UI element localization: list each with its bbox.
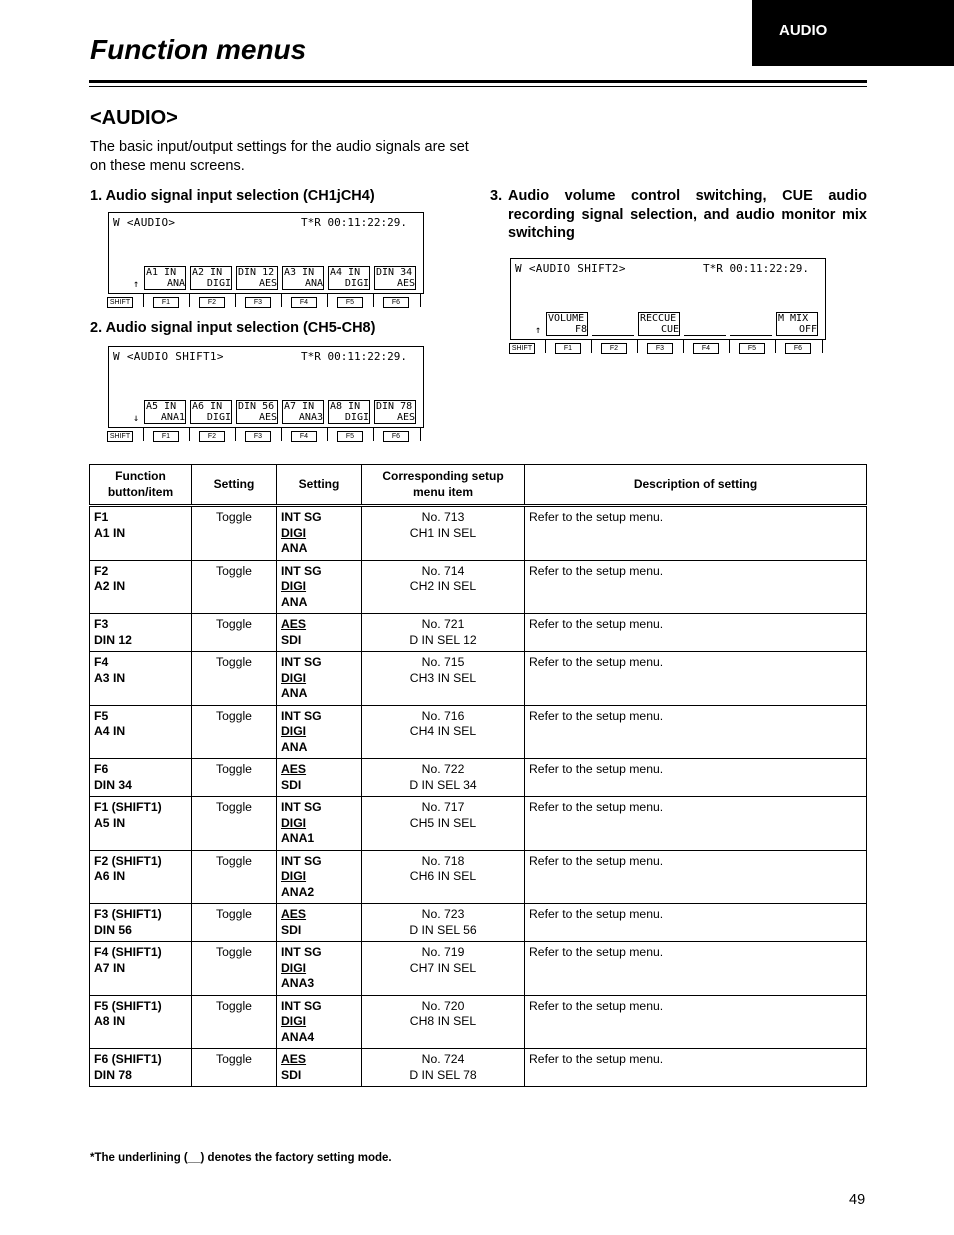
menu-item-line: D IN SEL 12 bbox=[409, 632, 477, 647]
table-row bbox=[90, 705, 867, 759]
screen-cell: A3 IN ANA bbox=[284, 267, 323, 289]
settings-table bbox=[89, 464, 867, 1087]
cell-setting: Toggle bbox=[192, 797, 277, 851]
screen-cell: DIN 78 AES bbox=[376, 401, 415, 423]
arrow-icon: ↑ bbox=[133, 279, 140, 290]
cell-menu-item bbox=[362, 652, 525, 706]
menu-item-line: No. 720 bbox=[421, 998, 465, 1013]
screen-timecode: T*R 00:11:22:29. bbox=[703, 262, 809, 275]
menu-item-line: CH6 IN SEL bbox=[409, 869, 477, 883]
cell-function bbox=[90, 560, 192, 614]
table-row bbox=[90, 995, 867, 1049]
cell-description: Refer to the setup menu. bbox=[525, 942, 867, 996]
section-tab-label: AUDIO bbox=[779, 22, 828, 39]
section-tab bbox=[752, 0, 954, 66]
cell-setting: Toggle bbox=[192, 652, 277, 706]
option: SDI bbox=[281, 632, 302, 647]
menu-item-line: D IN SEL 56 bbox=[409, 922, 477, 937]
f4-key: F4 bbox=[291, 431, 317, 442]
table-row bbox=[90, 759, 867, 797]
menu-screen-audio bbox=[108, 212, 424, 294]
function-line: A1 IN bbox=[94, 525, 126, 540]
function-line: F6 (SHIFT1) bbox=[94, 1052, 162, 1066]
table-row bbox=[90, 614, 867, 652]
f3-key: F3 bbox=[245, 297, 271, 308]
screen-header: W <AUDIO SHIFT1> bbox=[113, 350, 224, 363]
menu-item-line: CH1 IN SEL bbox=[409, 525, 477, 540]
screen-cells bbox=[143, 400, 419, 424]
menu-item-line: No. 721 bbox=[421, 617, 465, 631]
cell-setting-options bbox=[277, 942, 362, 996]
screen-cell bbox=[729, 312, 773, 336]
header-function: Function button/item bbox=[90, 465, 192, 506]
screen-cell: DIN 12 AES bbox=[238, 267, 277, 289]
f6-key: F6 bbox=[383, 431, 409, 442]
section-heading: <AUDIO> bbox=[90, 107, 178, 129]
table-row bbox=[90, 1049, 867, 1087]
table-row bbox=[90, 850, 867, 904]
menu-item-line: No. 714 bbox=[421, 563, 465, 578]
cell-setting-options bbox=[277, 797, 362, 851]
option: ANA bbox=[281, 594, 308, 609]
screen-cell: A2 IN DIGI bbox=[192, 267, 231, 289]
cell-menu-item bbox=[362, 560, 525, 614]
f1-key: F1 bbox=[153, 431, 179, 442]
table-row bbox=[90, 797, 867, 851]
function-line: F2 bbox=[94, 563, 109, 578]
f2-key: F2 bbox=[199, 297, 225, 308]
option-factory-default: DIGI bbox=[281, 579, 307, 593]
screen-timecode: T*R 00:11:22:29. bbox=[301, 216, 407, 229]
cell-description: Refer to the setup menu. bbox=[525, 797, 867, 851]
cell-setting-options bbox=[277, 652, 362, 706]
option-factory-default: DIGI bbox=[281, 670, 307, 685]
cell-setting: Toggle bbox=[192, 1049, 277, 1087]
shift-key: SHIFT bbox=[107, 431, 133, 442]
menu-item-line: No. 724 bbox=[421, 1052, 465, 1066]
cell-setting: Toggle bbox=[192, 995, 277, 1049]
subheading-3-text: Audio volume control switching, CUE audio recording signal selection, and audio monitor mix switching bbox=[508, 188, 867, 241]
cell-setting: Toggle bbox=[192, 614, 277, 652]
option: INT SG bbox=[281, 510, 322, 524]
function-line: A3 IN bbox=[94, 670, 126, 685]
option-factory-default: AES bbox=[281, 617, 307, 631]
cell-setting: Toggle bbox=[192, 942, 277, 996]
cell-setting-options bbox=[277, 995, 362, 1049]
menu-item-line: CH5 IN SEL bbox=[409, 815, 477, 830]
function-line: A6 IN bbox=[94, 869, 126, 883]
cell-setting: Toggle bbox=[192, 759, 277, 797]
cell-function bbox=[90, 995, 192, 1049]
cell-setting: Toggle bbox=[192, 904, 277, 942]
screen-cell bbox=[683, 312, 727, 336]
screen-cell: M MIX OFF bbox=[778, 313, 817, 335]
cell-setting-options bbox=[277, 850, 362, 904]
cell-menu-item bbox=[362, 995, 525, 1049]
function-line: F1 bbox=[94, 510, 109, 524]
function-line: F4 (SHIFT1) bbox=[94, 945, 162, 959]
function-line: A8 IN bbox=[94, 1014, 126, 1028]
f2-key: F2 bbox=[601, 343, 627, 354]
table-row bbox=[90, 652, 867, 706]
screen-cell: A4 IN DIGI bbox=[330, 267, 369, 289]
function-line: A7 IN bbox=[94, 960, 126, 975]
cell-menu-item bbox=[362, 705, 525, 759]
option: ANA4 bbox=[281, 1029, 315, 1044]
cell-description: Refer to the setup menu. bbox=[525, 652, 867, 706]
cell-setting: Toggle bbox=[192, 506, 277, 561]
cell-description: Refer to the setup menu. bbox=[525, 560, 867, 614]
menu-item-line: CH7 IN SEL bbox=[409, 960, 477, 975]
menu-item-line: No. 716 bbox=[421, 708, 465, 723]
menu-item-line: No. 713 bbox=[421, 510, 465, 524]
arrow-icon: ↑ bbox=[535, 325, 542, 336]
function-line: A2 IN bbox=[94, 579, 126, 593]
header-setting: Setting bbox=[192, 465, 277, 506]
screen-cells bbox=[545, 312, 821, 336]
option: INT SG bbox=[281, 708, 322, 723]
screen-cell: VOLUME F8 bbox=[548, 313, 587, 335]
cell-description: Refer to the setup menu. bbox=[525, 506, 867, 561]
function-line: DIN 56 bbox=[94, 922, 132, 937]
cell-setting-options bbox=[277, 560, 362, 614]
option: ANA1 bbox=[281, 831, 315, 845]
cell-function bbox=[90, 506, 192, 561]
title-rule-thin bbox=[89, 86, 867, 87]
option-factory-default: AES bbox=[281, 762, 307, 776]
option: ANA bbox=[281, 739, 308, 754]
function-line: F5 (SHIFT1) bbox=[94, 998, 162, 1013]
subheading-1: 1. Audio signal input selection (CH1jCH4) bbox=[90, 188, 375, 204]
cell-menu-item bbox=[362, 1049, 525, 1087]
cell-setting-options bbox=[277, 1049, 362, 1087]
f5-key: F5 bbox=[337, 297, 363, 308]
table-header-row bbox=[90, 465, 867, 506]
f5-key: F5 bbox=[337, 431, 363, 442]
screen-cell: DIN 34 AES bbox=[376, 267, 415, 289]
intro-text: The basic input/output settings for the audio signals are set on these menu screens. bbox=[90, 139, 469, 174]
table-body bbox=[90, 506, 867, 1087]
cell-setting-options bbox=[277, 614, 362, 652]
cell-function bbox=[90, 904, 192, 942]
cell-function bbox=[90, 759, 192, 797]
menu-item-line: No. 719 bbox=[421, 945, 465, 959]
table-row bbox=[90, 506, 867, 561]
table-row bbox=[90, 942, 867, 996]
menu-screen-audio-shift1 bbox=[108, 346, 424, 428]
cell-setting-options bbox=[277, 506, 362, 561]
cell-description: Refer to the setup menu. bbox=[525, 1049, 867, 1087]
f6-key: F6 bbox=[785, 343, 811, 354]
f2-key: F2 bbox=[199, 431, 225, 442]
arrow-icon: ↓ bbox=[133, 413, 140, 424]
option-factory-default: DIGI bbox=[281, 815, 307, 830]
menu-item-line: No. 715 bbox=[421, 655, 465, 669]
cell-description: Refer to the setup menu. bbox=[525, 759, 867, 797]
subheading-2: 2. Audio signal input selection (CH5-CH8) bbox=[90, 320, 376, 336]
function-line: A5 IN bbox=[94, 815, 126, 830]
cell-description: Refer to the setup menu. bbox=[525, 614, 867, 652]
option-factory-default: DIGI bbox=[281, 1014, 307, 1028]
header-setting-options: Setting bbox=[277, 465, 362, 506]
menu-item-line: CH3 IN SEL bbox=[409, 670, 477, 685]
menu-item-line: CH8 IN SEL bbox=[409, 1014, 477, 1028]
option: INT SG bbox=[281, 998, 322, 1013]
option-factory-default: DIGI bbox=[281, 960, 307, 975]
function-line: F4 bbox=[94, 655, 109, 669]
option: SDI bbox=[281, 1067, 302, 1082]
screen-header: W <AUDIO> bbox=[113, 216, 176, 229]
screen-cell: DIN 56 AES bbox=[238, 401, 277, 423]
option: SDI bbox=[281, 777, 302, 792]
function-line: F3 bbox=[94, 617, 109, 631]
cell-menu-item bbox=[362, 759, 525, 797]
cell-menu-item bbox=[362, 850, 525, 904]
menu-item-line: D IN SEL 34 bbox=[409, 777, 477, 792]
function-line: F2 (SHIFT1) bbox=[94, 853, 162, 868]
function-line: F1 (SHIFT1) bbox=[94, 800, 162, 814]
cell-description: Refer to the setup menu. bbox=[525, 904, 867, 942]
subheading-3 bbox=[490, 187, 867, 243]
cell-menu-item bbox=[362, 797, 525, 851]
option: ANA3 bbox=[281, 976, 315, 990]
screen-header: W <AUDIO SHIFT2> bbox=[515, 262, 626, 275]
cell-setting: Toggle bbox=[192, 560, 277, 614]
option: INT SG bbox=[281, 945, 322, 959]
function-line: DIN 12 bbox=[94, 632, 132, 647]
cell-setting: Toggle bbox=[192, 850, 277, 904]
cell-description: Refer to the setup menu. bbox=[525, 995, 867, 1049]
title-rule bbox=[89, 80, 867, 83]
screen-cell: A5 IN ANA1 bbox=[146, 401, 185, 423]
cell-setting-options bbox=[277, 759, 362, 797]
screen-cell: A8 IN DIGI bbox=[330, 401, 369, 423]
cell-setting-options bbox=[277, 705, 362, 759]
screen-cell: A6 IN DIGI bbox=[192, 401, 231, 423]
function-line: DIN 78 bbox=[94, 1067, 132, 1082]
cell-function bbox=[90, 1049, 192, 1087]
screen-timecode: T*R 00:11:22:29. bbox=[301, 350, 407, 363]
f6-key: F6 bbox=[383, 297, 409, 308]
shift-key: SHIFT bbox=[509, 343, 535, 354]
menu-item-line: CH4 IN SEL bbox=[409, 724, 477, 738]
table-row bbox=[90, 904, 867, 942]
cell-menu-item bbox=[362, 614, 525, 652]
screen-cell: RECCUE CUE bbox=[640, 313, 679, 335]
footnote: *The underlining (__) denotes the factory setting mode. bbox=[90, 1152, 392, 1164]
screen-cells bbox=[143, 266, 419, 290]
f5-key: F5 bbox=[739, 343, 765, 354]
f4-key: F4 bbox=[291, 297, 317, 308]
cell-setting: Toggle bbox=[192, 705, 277, 759]
option: ANA2 bbox=[281, 884, 315, 899]
function-line: F6 bbox=[94, 762, 109, 776]
function-line: F5 bbox=[94, 708, 109, 723]
cell-menu-item bbox=[362, 942, 525, 996]
cell-description: Refer to the setup menu. bbox=[525, 705, 867, 759]
menu-item-line: No. 718 bbox=[421, 853, 465, 868]
option-factory-default: DIGI bbox=[281, 525, 307, 540]
menu-item-line: No. 717 bbox=[421, 800, 465, 814]
f1-key: F1 bbox=[555, 343, 581, 354]
option-factory-default: AES bbox=[281, 1052, 307, 1066]
option: INT SG bbox=[281, 800, 322, 814]
cell-menu-item bbox=[362, 506, 525, 561]
subheading-3-number: 3. bbox=[490, 188, 503, 204]
option: SDI bbox=[281, 922, 302, 937]
screen-cell bbox=[591, 312, 635, 336]
page-title: Function menus bbox=[90, 34, 307, 65]
f3-key: F3 bbox=[647, 343, 673, 354]
menu-item-line: D IN SEL 78 bbox=[409, 1067, 477, 1082]
option: ANA bbox=[281, 541, 308, 555]
function-line: DIN 34 bbox=[94, 777, 132, 792]
menu-item-line: CH2 IN SEL bbox=[409, 579, 477, 593]
menu-screen-audio-shift2 bbox=[510, 258, 826, 340]
cell-function bbox=[90, 614, 192, 652]
option: INT SG bbox=[281, 853, 322, 868]
shift-key: SHIFT bbox=[107, 297, 133, 308]
menu-item-line: No. 723 bbox=[421, 907, 465, 921]
option: ANA bbox=[281, 686, 308, 700]
screen-cell: A7 IN ANA3 bbox=[284, 401, 323, 423]
function-line: A4 IN bbox=[94, 724, 126, 738]
option-factory-default: DIGI bbox=[281, 724, 307, 738]
cell-function bbox=[90, 942, 192, 996]
option: INT SG bbox=[281, 563, 322, 578]
f4-key: F4 bbox=[693, 343, 719, 354]
cell-function bbox=[90, 850, 192, 904]
cell-description: Refer to the setup menu. bbox=[525, 850, 867, 904]
option: INT SG bbox=[281, 655, 322, 669]
cell-function bbox=[90, 797, 192, 851]
menu-item-line: No. 722 bbox=[421, 762, 465, 776]
f1-key: F1 bbox=[153, 297, 179, 308]
option-factory-default: AES bbox=[281, 907, 307, 921]
cell-function bbox=[90, 705, 192, 759]
table-row bbox=[90, 560, 867, 614]
screen-cell: A1 IN ANA bbox=[146, 267, 185, 289]
f3-key: F3 bbox=[245, 431, 271, 442]
option-factory-default: DIGI bbox=[281, 869, 307, 883]
header-menu-item: Corresponding setup menu item bbox=[362, 465, 525, 506]
cell-menu-item bbox=[362, 904, 525, 942]
page-number: 49 bbox=[849, 1192, 866, 1208]
cell-setting-options bbox=[277, 904, 362, 942]
cell-function bbox=[90, 652, 192, 706]
function-line: F3 (SHIFT1) bbox=[94, 907, 162, 921]
header-description: Description of setting bbox=[525, 465, 867, 506]
